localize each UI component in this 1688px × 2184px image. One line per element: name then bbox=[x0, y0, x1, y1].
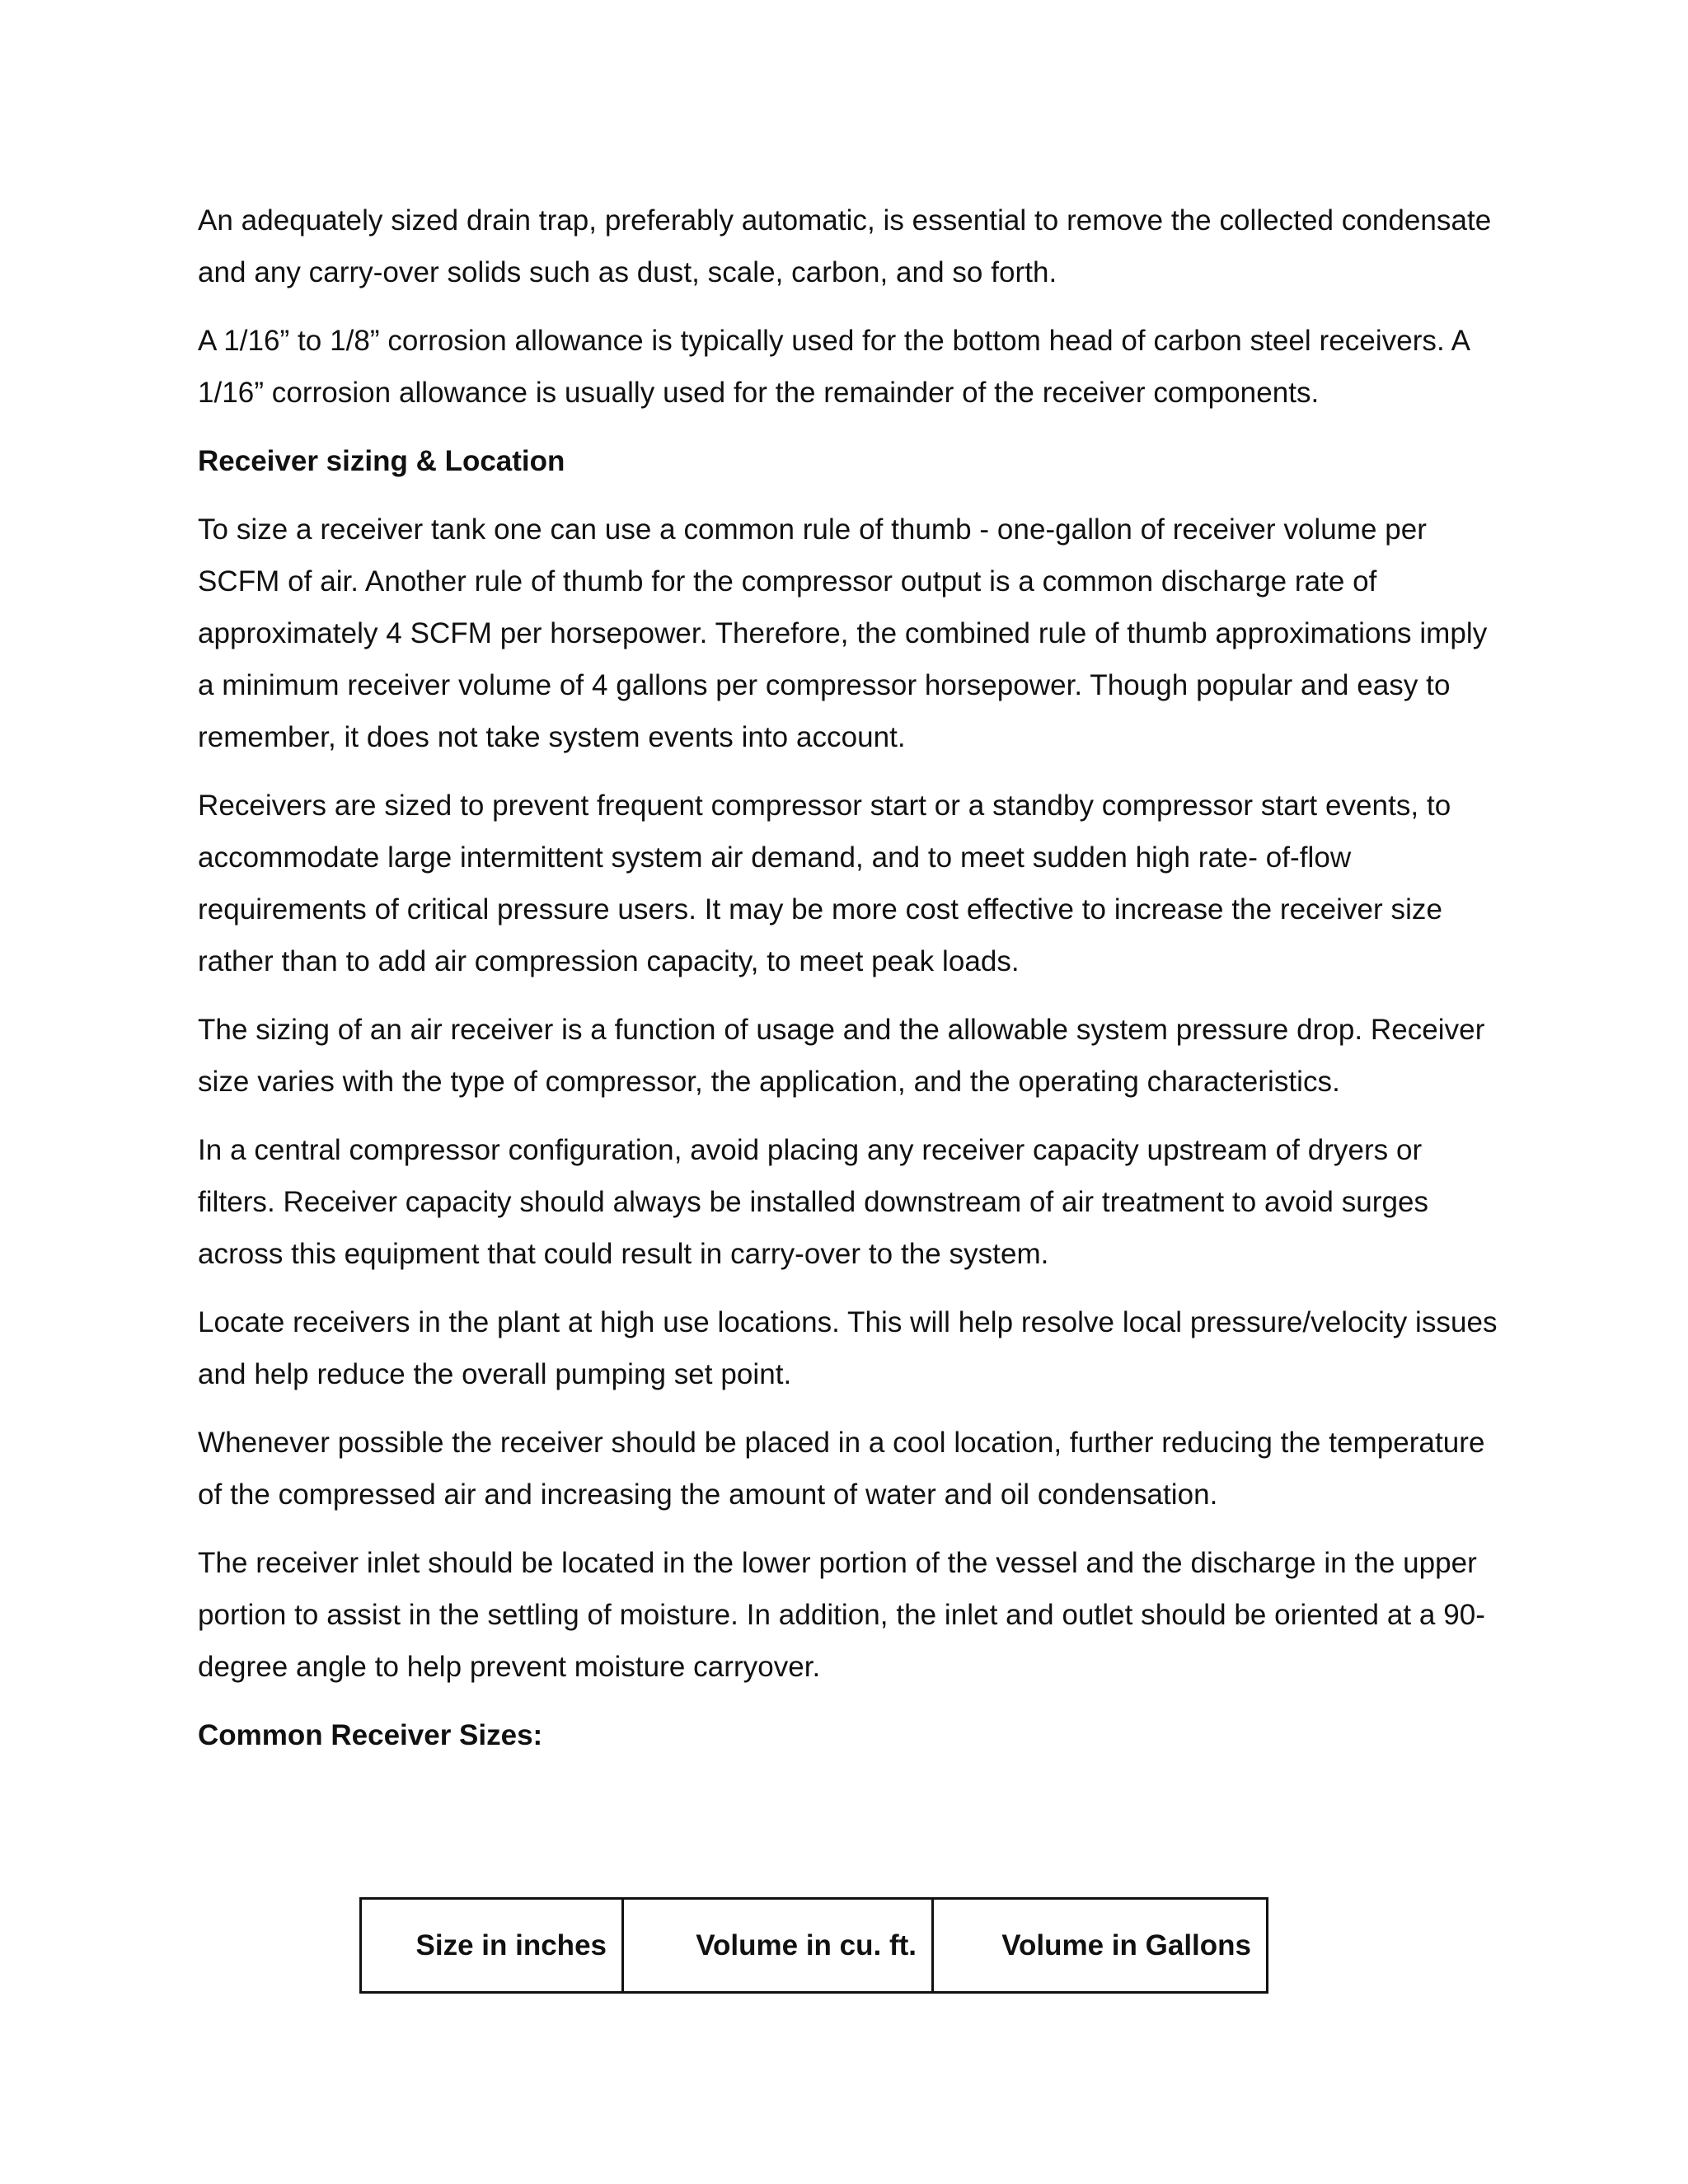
paragraph-sizing-function: The sizing of an air receiver is a function of usage and the allowable system pressure drop. Receiver size varies with the type of compressor, the application, and the operating characteristics. bbox=[198, 1014, 1485, 1098]
paragraph-corrosion-allowance: A 1/16” to 1/8” corrosion allowance is typically used for the bottom head of carbon steel receivers. A 1/16” corrosion allowance is usually used for the remainder of the receiver components. bbox=[198, 325, 1470, 409]
column-header-volume-gallons: Volume in Gallons bbox=[933, 1899, 1268, 1993]
paragraph-central-configuration: In a central compressor configuration, avoid placing any receiver capacity upstream of dryers or filters. Receiver capacity should always be installed downstream of air treatment to avoid surges across this equipment that could result in carry-over to the system. bbox=[198, 1134, 1429, 1270]
paragraph-receiver-purpose: Receivers are sized to prevent frequent compressor start or a standby compressor start events, to accommodate large intermittent system air demand, and to meet sudden high rate- of-flow requirements of critical pressure users. It may be more cost effective to increase the receiver size rather than to add air compression capacity, to meet peak loads. bbox=[198, 790, 1451, 977]
receiver-sizes-table-wrapper bbox=[359, 1897, 1268, 1994]
column-header-size: Size in inches bbox=[361, 1899, 623, 1993]
heading-receiver-sizing: Receiver sizing & Location bbox=[198, 445, 565, 477]
receiver-sizes-table bbox=[359, 1897, 1268, 1994]
paragraph-locate-receivers: Locate receivers in the plant at high use locations. This will help resolve local pressure/velocity issues and help reduce the overall pumping set point. bbox=[198, 1306, 1498, 1390]
column-header-volume-cuft: Volume in cu. ft. bbox=[623, 1899, 933, 1993]
heading-common-sizes: Common Receiver Sizes: bbox=[198, 1719, 543, 1751]
paragraph-cool-location: Whenever possible the receiver should be placed in a cool location, further reducing the temperature of the compressed air and increasing the amount of water and oil condensation. bbox=[198, 1427, 1485, 1511]
paragraph-inlet-outlet: The receiver inlet should be located in the lower portion of the vessel and the discharge in the upper portion to assist in the settling of moisture. In addition, the inlet and outlet should be oriented at a 90-degree angle to help prevent moisture carryover. bbox=[198, 1547, 1485, 1683]
paragraph-rule-of-thumb: To size a receiver tank one can use a common rule of thumb - one-gallon of receiver volume per SCFM of air. Another rule of thumb for the compressor output is a common discharge rate of approximately 4 SCFM per horsepower. Therefore, the combined rule of thumb approximations imply a minimum receiver volume of 4 gallons per compressor horsepower. Though popular and easy to remember, it does not take system events into account. bbox=[198, 513, 1488, 753]
paragraph-drain-trap: An adequately sized drain trap, preferably automatic, is essential to remove the collected condensate and any carry-over solids such as dust, scale, carbon, and so forth. bbox=[198, 204, 1492, 288]
document-body bbox=[198, 194, 1500, 1778]
table-header-row bbox=[361, 1899, 1268, 1993]
